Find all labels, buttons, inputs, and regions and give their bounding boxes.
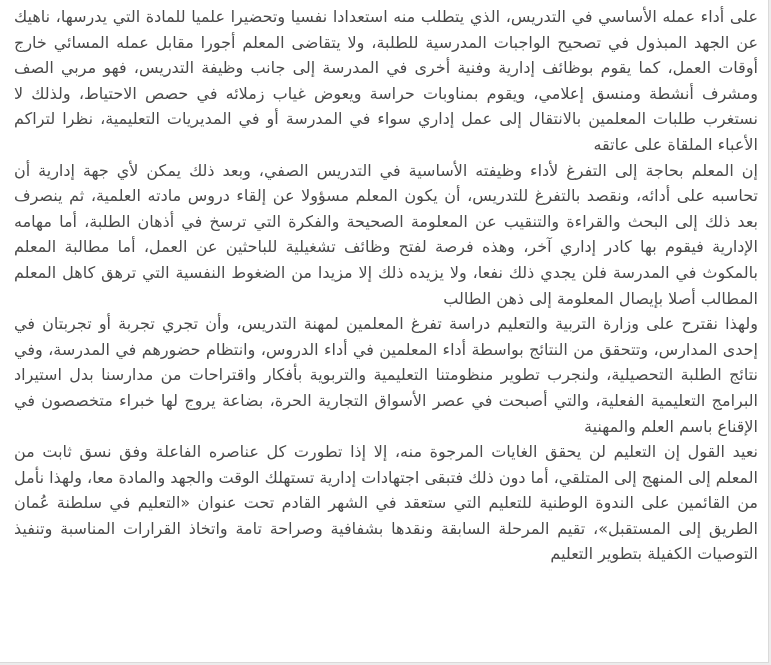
- paragraph: على أداء عمله الأساسي في التدريس، الذي يتطلب منه استعدادا نفسيا وتحضيرا علميا للمادة التي يدرسها، ناهيك عن الجهد المبذول في تصحيح الواجبات المدرسية للطلبة، ولا يتقاضى المعلم أجورا مقابل عمله المسائي خارج أوقات العمل، كما يقوم بوظائف إدارية وفنية أخرى في المدرسة إلى جانب وظيفة التدريس، فهو مربي الصف ومشرف أنشطة ومنسق إعلامي، ويقوم بمناوبات حراسة ويعوض غياب زملائه في حصص الاحتياط، ولذلك لا نستغرب طلبات المعلمين بالانتقال إلى عمل إداري سواء في المدرسة أو في المديريات التعليمية، نظرا لتراكم الأعباء الملقاة على عاتقه: [14, 7, 758, 154]
- paragraph: ولهذا نقترح على وزارة التربية والتعليم دراسة تفرغ المعلمين لمهنة التدريس، وأن تجري تجربة أو تجربتان في إحدى المدارس، وتتحقق من النتائج بواسطة أداء المعلمين في أداء الدروس، وانتظام حضورهم في المدرسة، وفي نتائج الطلبة التحصيلية، ولنجرب تطوير منظومتنا التعليمية والتربوية بأفكار واقتراحات من مدارسنا بدل استيراد البرامج التعليمية الفعلية، والتي أصبحت في عصر الأسواق التجارية الحرة، بضاعة يروج لها خبراء متخصصون في الإقناع باسم العلم والمهنية: [14, 314, 758, 436]
- article-text: [14, 4, 758, 567]
- paragraph: إن المعلم بحاجة إلى التفرغ لأداء وظيفته الأساسية في التدريس الصفي، وبعد ذلك يمكن لأي جهة إدارية أن تحاسبه على أدائه، ونقصد بالتفرغ للتدريس، أن يكون المعلم مسؤولا عن إلقاء دروس مادته العلمية، ثم ينصرف بعد ذلك إلى البحث والقراءة والتنقيب عن المعلومة الصحيحة والفكرة التي ترسخ في أذهان الطلبة، أما مهامه الإدارية فيقوم بها كادر إداري آخر، وهذه فرصة لفتح وظائف تشغيلية للباحثين عن العمل، أما مطالبة المعلم بالمكوث في المدرسة فلن يجدي ذلك نفعا، ولا يزيده ذلك إلا مزيدا من الضغوط النفسية التي ترهق كاهل المعلم المطالب أصلا بإيصال المعلومة إلى ذهن الطالب: [14, 160, 758, 308]
- paragraph: نعيد القول إن التعليم لن يحقق الغايات المرجوة منه، إلا إذا تطورت كل عناصره الفاعلة وفق نسق ثابت من المعلم إلى المنهج إلى المتلقي، أما دون ذلك فتبقى اجتهادات إدارية تستهلك الوقت والجهد والمادة معا، ولهذا نأمل من القائمين على الندوة الوطنية للتعليم التي ستعقد في الشهر القادم تحت عنوان «التعليم في سلطنة عُمان الطريق إلى المستقبل»، تقيم المرحلة السابقة ونقدها بشفافية وصراحة تامة واتخاذ القرارات المناسبة وتنفيذ التوصيات الكفيلة بتطوير التعليم: [14, 442, 758, 564]
